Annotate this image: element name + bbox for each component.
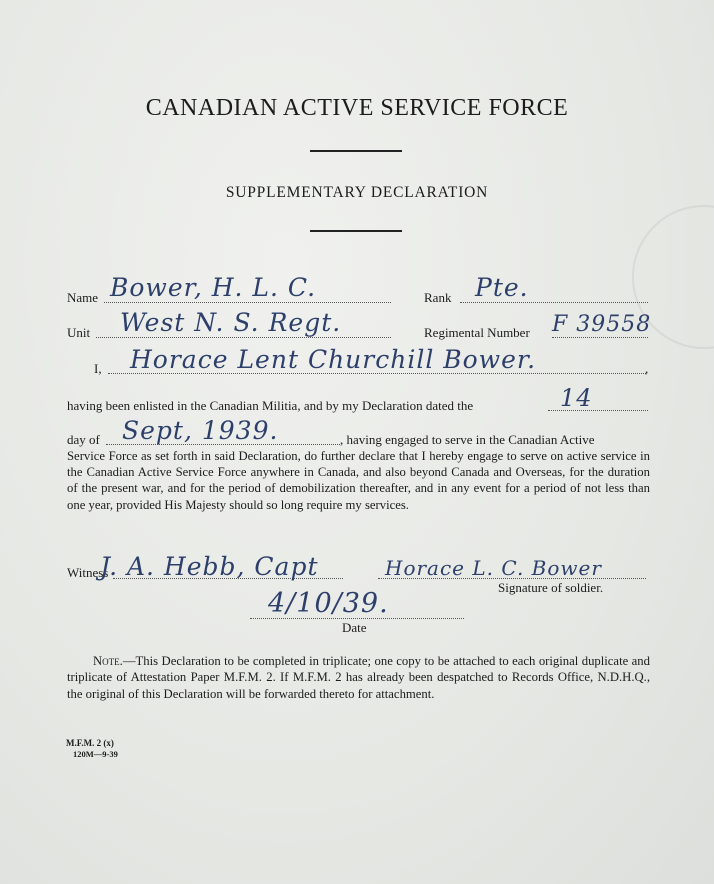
- day-of-continuation: , having engaged to serve in the Canadian Active: [340, 432, 595, 447]
- name-label: Name: [67, 290, 99, 305]
- declarant-comma: ,: [645, 361, 649, 376]
- day-of-label: day of: [67, 432, 100, 447]
- subtitle-divider: [310, 230, 402, 232]
- date-label: Date: [342, 620, 367, 635]
- signature-of-soldier-label: Signature of soldier.: [498, 580, 604, 595]
- declaration-paragraph: Service Force as set forth in said Declaration, do further declare that I hereby engage to serve on active service in the Canadian Active Service Force anywhere in Canada, and also beyond Canada and Overseas, for the duration of the present war, and for the period of demobilization thereafter, and in any event for a period of not less than one year, provided His Majesty should so long require my services.: [67, 449, 650, 512]
- witness-label: Witness: [67, 565, 109, 580]
- declarant-label: I,: [94, 361, 102, 376]
- form-code: M.F.M. 2 (x): [66, 738, 114, 748]
- witness-signature-handwritten: J. A. Hebb, Capt: [100, 552, 319, 581]
- date-handwritten: 4/10/39.: [268, 588, 389, 619]
- unit-label: Unit: [67, 325, 91, 340]
- note-text: .—This Declaration to be completed in triplicate; one copy to be attached to each original duplicate and triplicate of Attestation Paper M.F.M. 2. If M.F.M. 2 has already been despatched to Records Office, N.D.H.Q., the original of this Declaration will be forwarded thereto for attachment.: [67, 654, 650, 701]
- document-title: CANADIAN ACTIVE SERVICE FORCE: [145, 95, 569, 121]
- day-of-handwritten: Sept, 1939.: [122, 416, 279, 445]
- regimental-number-handwritten: F 39558: [552, 312, 652, 337]
- unit-handwritten: West N. S. Regt.: [120, 308, 342, 337]
- note-paragraph: [67, 653, 650, 702]
- full-name-handwritten: Horace Lent Churchill Bower.: [130, 345, 537, 374]
- declaration-day-handwritten: 14: [560, 384, 593, 412]
- rank-handwritten: Pte.: [475, 273, 529, 302]
- name-handwritten: Bower, H. L. C.: [110, 273, 317, 302]
- print-code: 120M—9-39: [73, 749, 118, 759]
- soldier-signature-handwritten: Horace L. C. Bower: [385, 556, 602, 580]
- title-divider: [310, 150, 402, 152]
- rank-dotted-line: [460, 302, 648, 303]
- document-subtitle: SUPPLEMENTARY DECLARATION: [225, 184, 489, 201]
- enlisted-text: having been enlisted in the Canadian Militia, and by my Declaration dated the: [67, 398, 474, 413]
- unit-dotted-line: [96, 337, 391, 338]
- rank-label: Rank: [424, 290, 452, 305]
- regimental-number-label: Regimental Number: [424, 325, 530, 340]
- regimental-number-dotted-line: [552, 337, 648, 338]
- note-label: Note: [93, 654, 120, 668]
- name-dotted-line: [104, 302, 391, 303]
